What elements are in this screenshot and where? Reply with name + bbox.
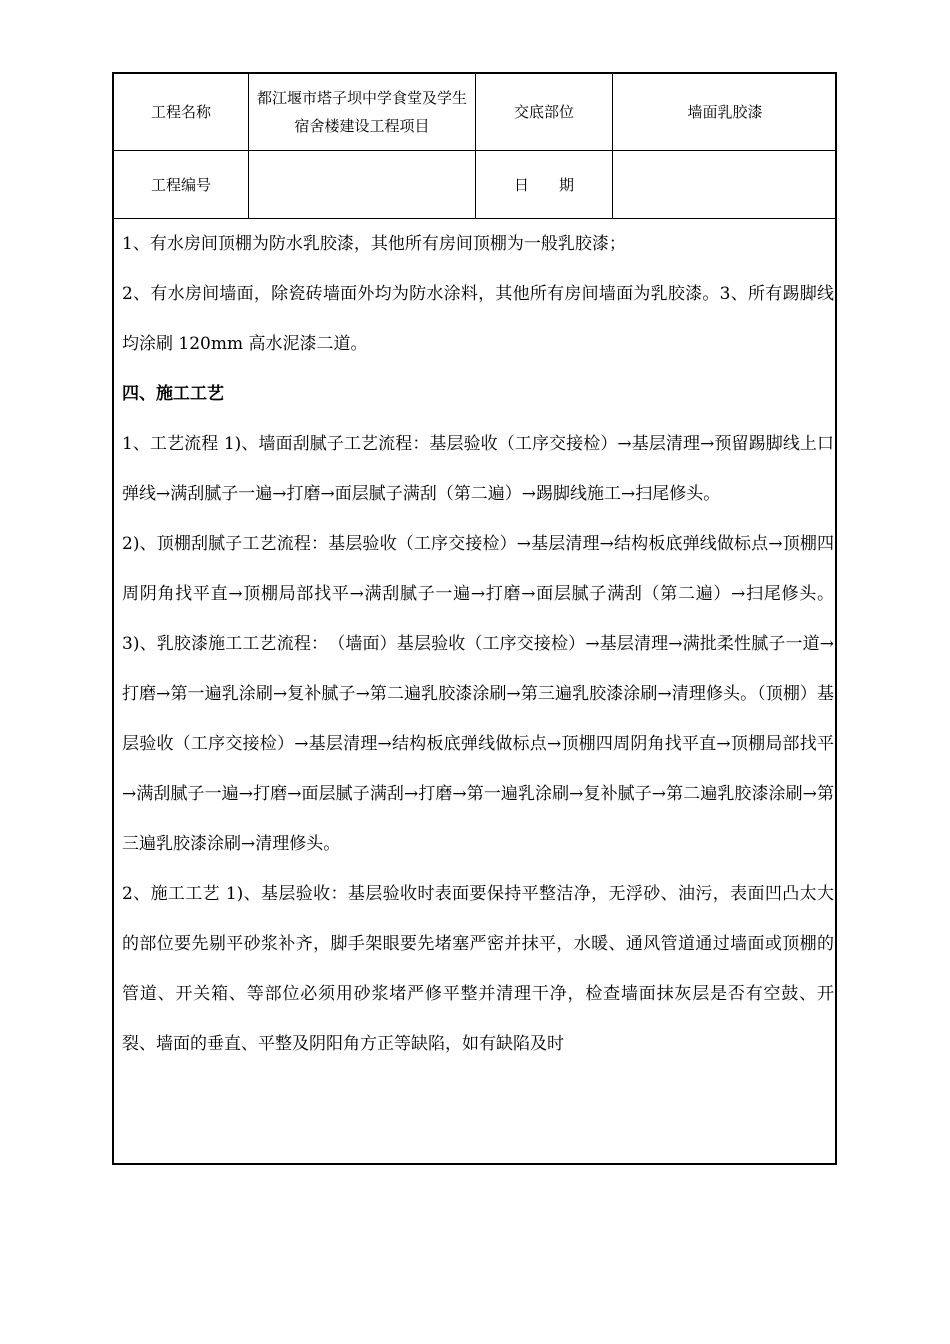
date-value (613, 151, 837, 218)
section-heading: 四、施工工艺 (122, 384, 224, 404)
paragraph-construction: 2、施工工艺 1)、基层验收：基层验收时表面要保持平整洁净，无浮砂、油污，表面凹凸太大的部位要先剔平砂浆补齐，脚手架眼要先堵塞严密并抹平，水暖、通风管道通过墙面或顶棚的管道、开关箱、等部位必须用砂浆堵严修平整并清理干净，检查墙面抹灰层是否有空鼓、开裂、墙面的垂直、平整及阴阳角方正等缺陷，如有缺陷及时 (122, 884, 834, 1054)
project-name-value: 都江堰市塔子坝中学食堂及学生宿舍楼建设工程项目 (249, 74, 476, 150)
paragraph-ceiling: 1、有水房间顶棚为防水乳胶漆，其他所有房间顶棚为一般乳胶漆； (122, 234, 626, 254)
header-row-2 (114, 151, 835, 219)
paragraph-process-ceiling: 2)、顶棚刮腻子工艺流程：基层验收（工序交接检）→基层清理→结构板底弹线做标点→顶棚四周阴角找平直→顶棚局部找平→满刮腻子一遍→打磨→面层腻子满刮（第二遍）→扫尾修头。 3)、乳胶漆施工工艺流程： （墙面）基层验收（工序交接检）→基层清理→满批柔性腻子一道→打磨→第一遍乳涂刷→复补腻子→第二遍乳胶漆涂刷→第三遍乳胶漆涂刷→清理修头。（顶棚）基层验收（工序交接检）→基层清理→结构板底弹线做标点→顶棚四周阴角找平直→顶棚局部找平→满刮腻子一遍→打磨→面层腻子满刮→打磨→第一遍乳涂刷→复补腻子→第二遍乳胶漆涂刷→第三遍乳胶漆涂刷→清理修头。 (122, 534, 834, 854)
date-label: 日 期 (476, 151, 613, 218)
handover-content (122, 219, 834, 1069)
project-number-value (249, 151, 476, 218)
paragraph-process-wall: 1、工艺流程 1)、墙面刮腻子工艺流程：基层验收（工序交接检）→基层清理→预留踢脚线上口弹线→满刮腻子一遍→打磨→面层腻子满刮（第二遍）→踢脚线施工→扫尾修头。 (122, 434, 834, 504)
header-row-1 (114, 74, 835, 151)
project-number-label: 工程编号 (114, 151, 249, 218)
handover-part-value: 墙面乳胶漆 (687, 103, 763, 121)
handover-part-label: 交底部位 (476, 74, 613, 150)
handover-form (112, 72, 837, 1165)
project-name-label: 工程名称 (114, 74, 249, 150)
paragraph-walls: 2、有水房间墙面，除瓷砖墙面外均为防水涂料，其他所有房间墙面为乳胶漆。3、所有踢脚线均涂刷 120mm 高水泥漆二道。 (122, 284, 834, 354)
